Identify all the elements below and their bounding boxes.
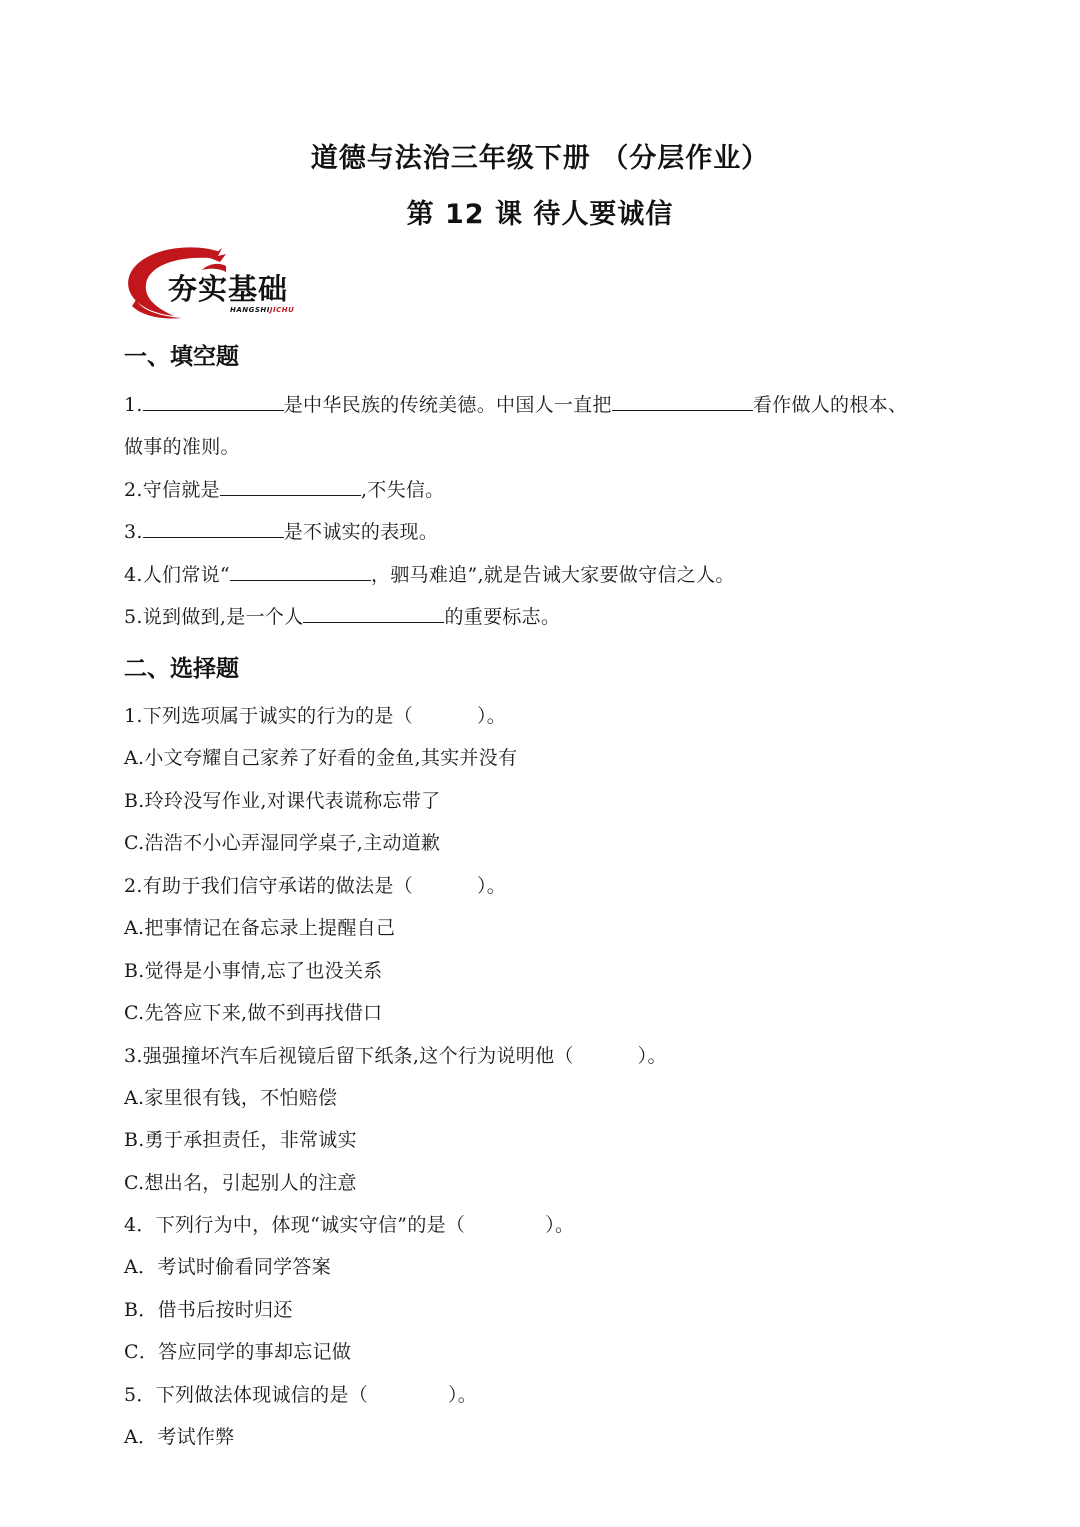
fill-question-1 <box>124 390 907 417</box>
fill-question-2 <box>124 475 444 502</box>
worksheet-title: 道德与法治三年级下册 （分层作业） <box>310 143 770 174</box>
question-text: 2.有助于我们信守承诺的做法是（ <box>124 875 413 897</box>
choice-option: B．借书后按时归还 <box>124 1299 293 1321</box>
answer-blank[interactable] <box>143 391 284 411</box>
answer-blank[interactable] <box>303 603 444 623</box>
choice-option: A．考试作弊 <box>124 1426 235 1448</box>
choice-option: A.把事情记在备忘录上提醒自己 <box>124 917 396 939</box>
logo-text: 夯实基础 <box>168 272 289 306</box>
question-text: ）。 <box>448 1384 478 1406</box>
choice-option: C.先答应下来,做不到再找借口 <box>124 1002 383 1024</box>
choice-question-5-stem <box>124 1380 477 1407</box>
choice-option: A．考试时偷看同学答案 <box>124 1256 332 1278</box>
choice-question-3-stem <box>124 1041 667 1068</box>
answer-blank[interactable] <box>230 561 371 581</box>
fill-question-1-continuation: 做事的准则。 <box>124 436 240 458</box>
question-text: 4．下列行为中，体现“诚实守信”的是（ <box>124 1214 466 1236</box>
section-heading-multiple-choice: 二、选择题 <box>124 656 239 682</box>
question-text: 是不诚实的表现。 <box>283 521 439 543</box>
fill-question-4 <box>124 560 735 587</box>
question-text: 的重要标志。 <box>444 606 561 628</box>
fill-question-5 <box>124 602 560 629</box>
answer-blank[interactable] <box>220 476 361 496</box>
choice-question-2-stem <box>124 871 506 898</box>
choice-option: A.小文夸耀自己家养了好看的金鱼,其实并没有 <box>124 747 518 769</box>
choice-option: B.玲玲没写作业,对课代表谎称忘带了 <box>124 790 441 812</box>
question-number: 3. <box>124 521 143 543</box>
choice-question-1-stem <box>124 701 506 728</box>
question-text: 2.守信就是 <box>124 479 220 501</box>
logo-subtitle <box>230 306 294 314</box>
choice-option: A.家里很有钱，不怕赔偿 <box>124 1087 338 1109</box>
question-text: ,不失信。 <box>360 479 445 501</box>
question-text: 5.说到做到,是一个人 <box>124 606 304 628</box>
question-text: 1.下列选项属于诚实的行为的是（ <box>124 705 413 727</box>
question-text: 3.强强撞坏汽车后视镜后留下纸条,这个行为说明他（ <box>124 1045 574 1067</box>
choice-option: C.浩浩不小心弄湿同学桌子,主动道歉 <box>124 832 441 854</box>
question-text: 4.人们常说“ <box>124 564 230 586</box>
question-number: 1. <box>124 394 143 416</box>
section-heading-fill-blank: 一、填空题 <box>124 344 239 370</box>
logo-subtitle-black: HANGSHI <box>230 306 270 314</box>
choice-question-4-stem <box>124 1210 574 1237</box>
answer-blank[interactable] <box>143 518 284 538</box>
choice-option: B.觉得是小事情,忘了也没关系 <box>124 960 383 982</box>
hangshi-jichu-logo <box>122 244 307 320</box>
question-text: 是中华民族的传统美德。中国人一直把 <box>283 394 612 416</box>
fill-question-3 <box>124 517 438 544</box>
choice-option: C.想出名，引起别人的注意 <box>124 1172 357 1194</box>
question-text: 5．下列做法体现诚信的是（ <box>124 1384 368 1406</box>
question-text: ）。 <box>545 1214 575 1236</box>
choice-option: B.勇于承担责任，非常诚实 <box>124 1129 357 1151</box>
question-text: ）。 <box>476 705 507 727</box>
lesson-title: 第 12 课 待人要诚信 <box>406 199 674 230</box>
question-text: ）。 <box>476 875 507 897</box>
question-text: ）。 <box>637 1045 667 1067</box>
question-text: ，驷马难追”,就是告诫大家要做守信之人。 <box>370 564 735 586</box>
logo-subtitle-red: JICHU <box>269 306 295 314</box>
answer-blank[interactable] <box>612 391 753 411</box>
question-text: 看作做人的根本、 <box>752 394 908 416</box>
choice-option: C．答应同学的事却忘记做 <box>124 1341 352 1363</box>
